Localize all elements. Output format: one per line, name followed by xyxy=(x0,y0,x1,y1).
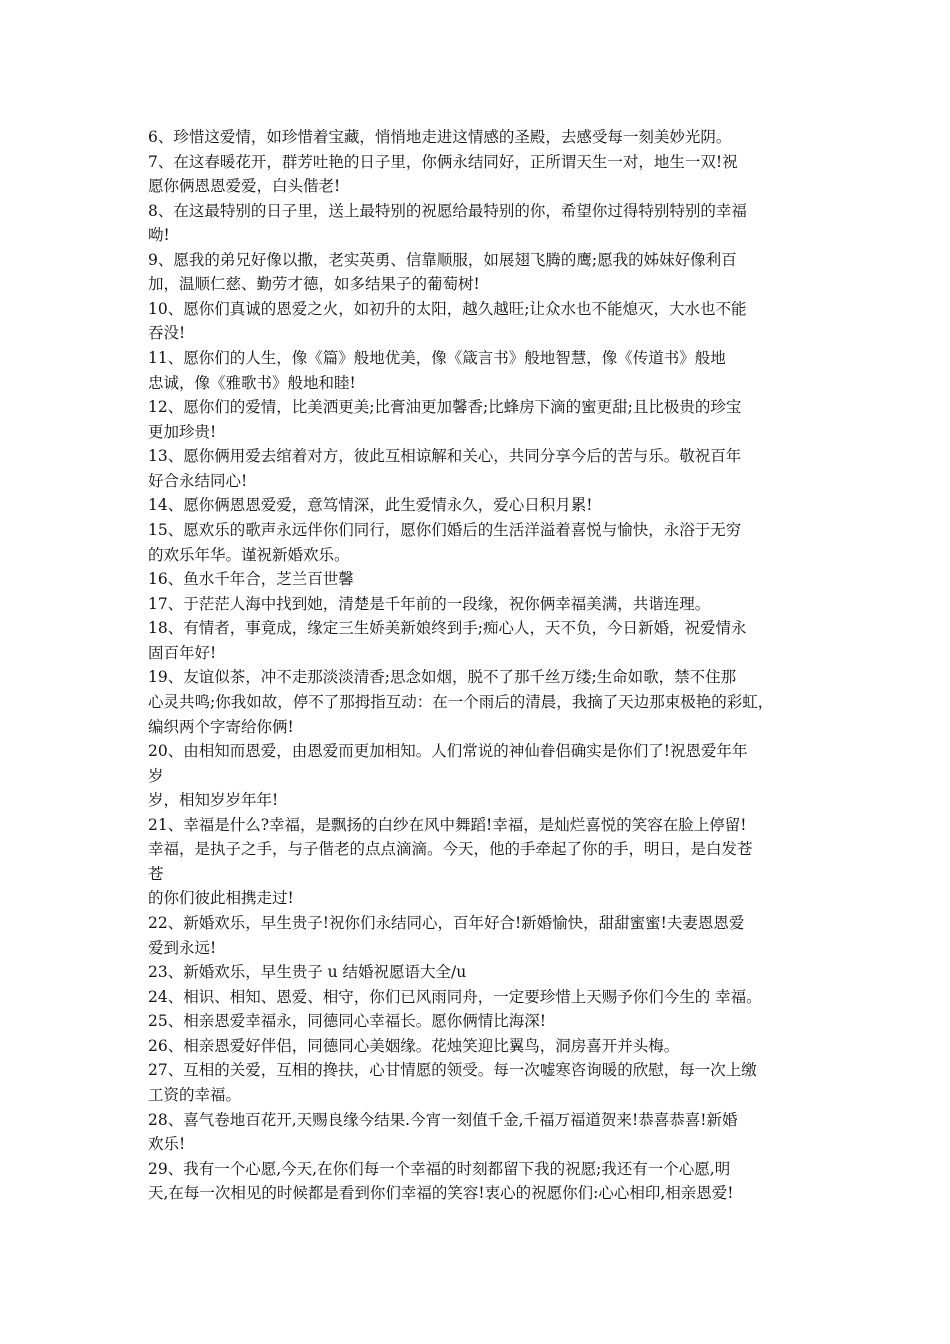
text-line: 的欢乐年华。谨祝新婚欢乐。 xyxy=(148,546,350,564)
text-line: 26、相亲恩爱好伴侣，同德同心美姻缘。花烛笑迎比翼鸟，洞房喜开并头梅。 xyxy=(148,1037,680,1055)
text-line: 10、愿你们真诚的恩爱之火，如初升的太阳，越久越旺;让众水也不能熄灭，大水也不能 xyxy=(148,300,747,318)
text-line: 24、相识、相知、恩爱、相守，你们已风雨同舟，一定要珍惜上天赐予你们今生的 幸福。 xyxy=(148,988,762,1006)
text-line: 加，温顺仁慈、勤劳才德，如多结果子的葡萄树! xyxy=(148,275,480,293)
text-line: 岁，相知岁岁年年! xyxy=(148,791,279,809)
text-line: 29、我有一个心愿,今天,在你们每一个幸福的时刻都留下我的祝愿;我还有一个心愿,明 xyxy=(148,1160,731,1178)
text-line: 28、喜气卷地百花开,天赐良缘今结果.今宵一刻值千金,千福万福道贺来!恭喜恭喜!新婚 xyxy=(148,1111,738,1129)
text-line: 21、幸福是什么?幸福，是飘扬的白纱在风中舞蹈!幸福，是灿烂喜悦的笑容在脸上停留! xyxy=(148,816,747,834)
text-line: 27、互相的关爱，互相的搀扶，心甘情愿的领受。每一次嘘寒咨询暖的欣慰，每一次上缴 xyxy=(148,1061,757,1079)
text-line: 8、在这最特别的日子里，送上最特别的祝愿给最特别的你，希望你过得特别特别的幸福 xyxy=(148,202,747,220)
text-line: 心灵共鸣;你我如故，停不了那拇指互动：在一个雨后的清晨，我摘了天边那束极艳的彩虹， xyxy=(148,693,774,711)
text-line: 好合永结同心! xyxy=(148,472,248,490)
text-line: 幸福，是执子之手，与子偕老的点点滴滴。今天，他的手牵起了你的手，明日，是白发苍 xyxy=(148,840,753,858)
text-line: 22、新婚欢乐，早生贵子!祝你们永结同心，百年好合!新婚愉快，甜甜蜜蜜!夫妻恩恩爱 xyxy=(148,914,745,932)
text-line: 的你们彼此相携走过! xyxy=(148,889,294,907)
text-line: 25、相亲恩爱幸福永，同德同心幸福长。愿你俩情比海深! xyxy=(148,1012,546,1030)
text-line: 7、在这春暖花开，群芳吐艳的日子里，你俩永结同好，正所谓天生一对，地生一双!祝 xyxy=(148,153,738,171)
text-line: 岁 xyxy=(148,767,164,785)
text-line: 18、有情者，事竟成，缘定三生娇美新娘终到手;痴心人，天不负，今日新婚，祝爱情永 xyxy=(148,619,747,637)
text-line: 16、鱼水千年合，芝兰百世馨 xyxy=(148,570,354,588)
text-line: 固百年好! xyxy=(148,644,217,662)
text-line: 爱到永远! xyxy=(148,939,217,957)
text-line: 11、愿你们的人生，像《篇》般地优美，像《箴言书》般地智慧，像《传道书》般地 xyxy=(148,349,726,367)
text-line: 9、愿我的弟兄好像以撒，老实英勇、信靠顺服，如展翅飞腾的鹰;愿我的姊妹好像利百 xyxy=(148,251,737,269)
text-line: 17、于茫茫人海中找到她，清楚是千年前的一段缘，祝你俩幸福美满，共谐连理。 xyxy=(148,595,711,613)
text-line: 呦! xyxy=(148,226,170,244)
text-line: 6、珍惜这爱情，如珍惜着宝藏，悄悄地走进这情感的圣殿，去感受每一刻美妙光阴。 xyxy=(148,128,732,146)
text-line: 愿你俩恩恩爱爱，白头偕老! xyxy=(148,177,341,195)
text-line: 23、新婚欢乐，早生贵子 u 结婚祝愿语大全/u xyxy=(148,963,467,981)
text-line: 工资的幸福。 xyxy=(148,1086,242,1104)
text-line: 天,在每一次相见的时候都是看到你们幸福的笑容!衷心的祝愿你们:心心相印,相亲恩爱! xyxy=(148,1184,734,1202)
text-line: 19、友谊似茶，冲不走那淡淡清香;思念如烟，脱不了那千丝万缕;生命如歌，禁不住那 xyxy=(148,668,737,686)
text-line: 14、愿你俩恩恩爱爱，意笃情深，此生爱情永久，爱心日积月累! xyxy=(148,496,593,514)
text-line: 13、愿你俩用爱去绾着对方，彼此互相谅解和关心，共同分享今后的苦与乐。敬祝百年 xyxy=(148,447,742,465)
text-line: 吞没! xyxy=(148,324,186,342)
text-line: 15、愿欢乐的歌声永远伴你们同行，愿你们婚后的生活洋溢着喜悦与愉快，永浴于无穷 xyxy=(148,521,742,539)
text-line: 12、愿你们的爱情，比美洒更美;比膏油更加馨香;比蜂房下滴的蜜更甜;且比极贵的珍宝 xyxy=(148,398,742,416)
text-line: 编织两个字寄给你俩! xyxy=(148,718,294,736)
text-line: 忠诚，像《雅歌书》般地和睦! xyxy=(148,374,356,392)
text-line: 苍 xyxy=(148,865,164,883)
text-line: 20、由相知而恩爱，由恩爱而更加相知。人们常说的神仙眷侣确实是你们了!祝恩爱年年 xyxy=(148,742,748,760)
text-line: 更加珍贵! xyxy=(148,423,217,441)
text-line: 欢乐! xyxy=(148,1135,186,1153)
